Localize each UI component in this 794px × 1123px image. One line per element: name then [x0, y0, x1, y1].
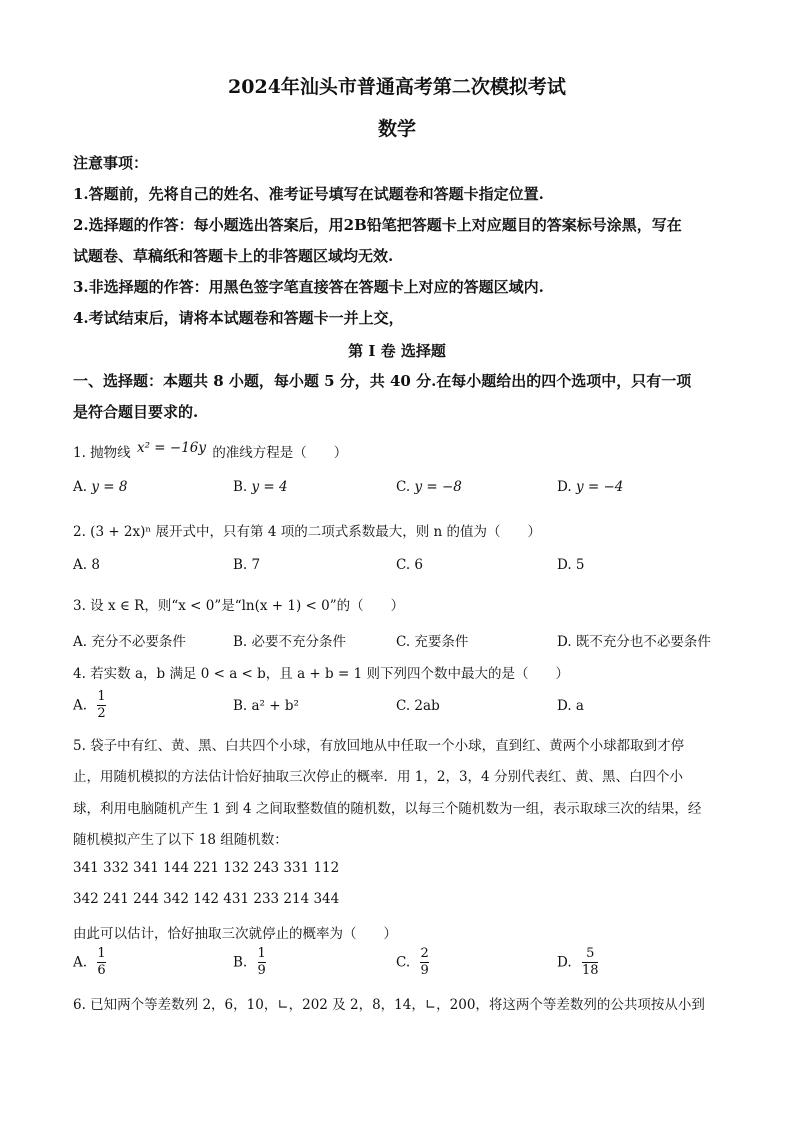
q2-option-d: D. 5 — [557, 557, 585, 573]
notice-heading: 注意事项： — [73, 154, 149, 172]
q2-option-a: A. 8 — [73, 557, 100, 573]
question-2: 2. (3 + 2x)ⁿ 展开式中，只有第 4 项的二项式系数最大，则 n 的值为（ ） — [73, 524, 541, 540]
q4-option-a: A. $\frac{1}{2}$ — [73, 689, 106, 721]
random-numbers-row-2: 342 241 244 342 142 431 233 214 344 — [73, 891, 340, 907]
notice-item-2a: 2.选择题的作答：每小题选出答案后，用2B铅笔把答题卡上对应题目的答案标号涂黑，写在 — [73, 216, 682, 234]
part-heading: 第 I 卷 选择题 — [348, 342, 446, 360]
q2-option-b: B. 7 — [233, 557, 261, 573]
q5-c-fraction: $\frac{2}{9}$ — [420, 946, 429, 978]
q4-a-fraction: $\frac{1}{2}$ — [97, 689, 106, 721]
q2-option-c: C. 6 — [396, 557, 424, 573]
q3-option-d: D. 既不充分也不必要条件 — [557, 634, 711, 650]
q5-b-fraction: $\frac{1}{9}$ — [257, 946, 266, 978]
notice-item-2b: 试题卷、草稿纸和答题卡上的非答题区域均无效. — [73, 247, 394, 265]
question-5-line-2: 止，用随机模拟的方法估计恰好抽取三次停止的概率．用 1，2，3，4 分别代表红、黄、黑、白四个小 — [73, 769, 683, 785]
section-intro-b: 是符合题目要求的. — [73, 403, 199, 421]
q5-d-fraction: $\frac{5}{18}$ — [581, 946, 599, 978]
question-5-line-4: 随机模拟产生了以下 18 组随机数： — [73, 832, 288, 848]
question-5-line-1: 5. 袋子中有红、黄、黑、白共四个小球，有放回地从中任取一个小球，直到红、黄两个小球都取到才停 — [73, 738, 685, 754]
notice-item-1: 1.答题前，先将自己的姓名、准考证号填写在试题卷和答题卡指定位置. — [73, 185, 544, 203]
q1-option-a: A. y = 8 — [73, 479, 128, 495]
q3-option-a: A. 充分不必要条件 — [73, 634, 186, 650]
q4-option-d: D. a — [557, 698, 584, 714]
q5-option-a: A. $\frac{1}{6}$ — [73, 946, 106, 978]
question-4: 4. 若实数 a，b 满足 0 < a < b，且 a + b = 1 则下列四个数中最大的是（ ） — [73, 666, 569, 682]
question-6: 6. 已知两个等差数列 2，6，10，∟，202 及 2，8，14，∟，200，将这两个等差数列的公共项按从小到 — [73, 997, 705, 1013]
q5-option-c: C. $\frac{2}{9}$ — [396, 946, 429, 978]
notice-item-3: 3.非选择题的作答：用黑色签字笔直接答在答题卡上对应的答题区域内. — [73, 278, 544, 296]
q3-option-b: B. 必要不充分条件 — [233, 634, 347, 650]
q1-suffix: 的准线方程是（ ） — [212, 445, 348, 461]
q4-option-b: B. a² + b² — [233, 698, 299, 714]
q5-a-fraction: $\frac{1}{6}$ — [97, 946, 106, 978]
question-1 — [73, 441, 347, 461]
exam-title: 2024年汕头市普通高考第二次模拟考试 — [228, 76, 566, 98]
q5-option-d: D. $\frac{5}{18}$ — [557, 946, 599, 978]
question-3: 3. 设 x ∈ R，则“x < 0”是“ln(x + 1) < 0”的（ ） — [73, 598, 405, 614]
random-numbers-row-1: 341 332 341 144 221 132 243 331 112 — [73, 860, 340, 876]
q1-prefix: 1. 抛物线 — [73, 445, 131, 461]
q1-option-b: B. y = 4 — [233, 479, 288, 495]
section-intro-a: 一、选择题：本题共 8 小题，每小题 5 分，共 40 分.在每小题给出的四个选项中，只有一项 — [73, 372, 692, 390]
q3-option-c: C. 充要条件 — [396, 634, 469, 650]
q1-option-c: C. y = −8 — [396, 479, 462, 495]
q1-option-d: D. y = −4 — [557, 479, 624, 495]
notice-item-4: 4.考试结束后，请将本试题卷和答题卡一并上交， — [73, 309, 404, 327]
q4-option-c: C. 2ab — [396, 698, 440, 714]
question-5-line-3: 球，利用电脑随机产生 1 到 4 之间取整数值的随机数，以每三个随机数为一组，表示取球三次的结果，经 — [73, 801, 702, 817]
question-5-line-5: 由此可以估计，恰好抽取三次就停止的概率为（ ） — [73, 926, 397, 942]
q5-option-b: B. $\frac{1}{9}$ — [233, 946, 266, 978]
subject-title: 数学 — [377, 118, 416, 140]
q1-equation: x² = −16y — [136, 440, 207, 456]
